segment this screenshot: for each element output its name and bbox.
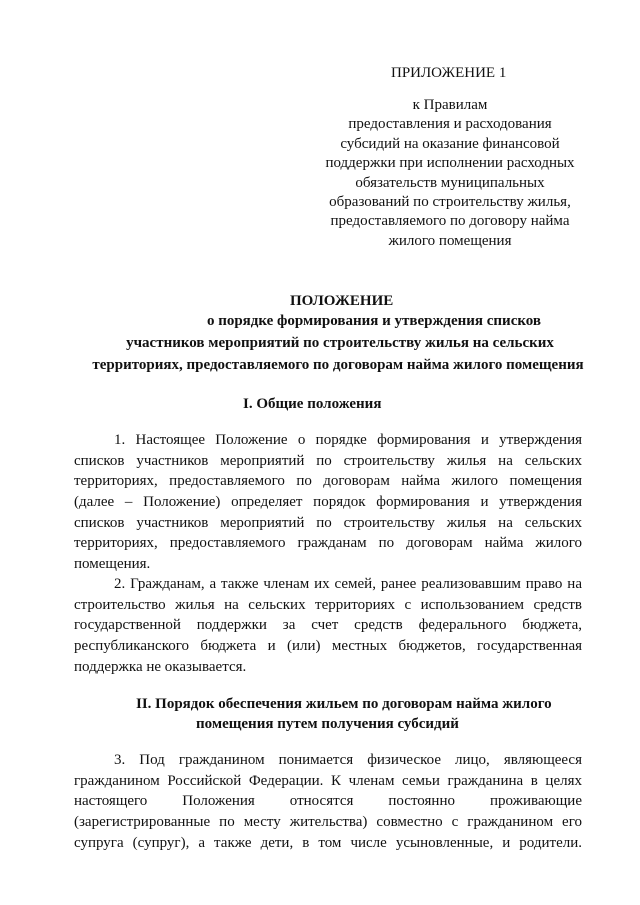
paragraph-3 <box>74 750 582 853</box>
section-heading: I. Общие положения <box>243 396 382 412</box>
paragraph-line: настоящего Положения относятся постоянно проживающие <box>74 793 582 810</box>
appendix-reference-line: поддержки при исполнении расходных <box>325 155 575 172</box>
paragraph-line: списков участников мероприятий по строительству жилья на сельских <box>74 514 582 531</box>
paragraph-line: супруга (супруг), а также дети, в том числе усыновленные, и родители. <box>74 834 582 851</box>
appendix-reference-line: субсидий на оказание финансовой <box>340 135 560 152</box>
appendix-reference-line: к Правилам <box>412 97 488 113</box>
document-subtitle <box>60 310 620 376</box>
appendix-reference <box>300 96 600 251</box>
document-subtitle-line: о порядке формирования и утверждения списков <box>206 313 542 329</box>
paragraph-line: 3. Под гражданином понимается физическое лицо, являющееся <box>114 752 582 768</box>
paragraph-line: территориях, предоставляемого гражданам по договорам найма жилого <box>74 535 582 552</box>
paragraph-line: помещения. <box>74 556 151 573</box>
appendix-reference-line: образований по строительству жилья, <box>329 193 571 210</box>
appendix-reference-line: жилого помещения <box>388 232 512 249</box>
paragraph-line: строительство жилья на сельских территориях с использованием средств <box>74 596 582 613</box>
appendix-reference-line: предоставляемого по договору найма <box>330 213 570 230</box>
section-heading: помещения путем получения субсидий <box>196 716 459 732</box>
appendix-reference-line: обязательств муниципальных <box>355 174 545 191</box>
paragraph-line: (далее – Положение) определяет порядок формирования и утверждения <box>74 494 582 511</box>
paragraph-line: гражданином Российской Федерации. К членам семьи гражданина в целях <box>74 772 582 789</box>
document-title: ПОЛОЖЕНИЕ <box>290 293 394 309</box>
document-subtitle-line: территориях, предоставляемого по договорам найма жилого помещения <box>92 357 584 373</box>
paragraph-line: государственной поддержки за счет средств федерального бюджета, <box>74 617 582 634</box>
paragraph-1 <box>74 430 582 575</box>
paragraph-line: списков участников мероприятий по строительству жилья на сельских <box>74 452 582 469</box>
paragraph-line: республиканского бюджета и (или) местных бюджетов, государственная <box>74 638 582 655</box>
paragraph-line: 2. Гражданам, а также членам их семей, ранее реализовавшим право на <box>114 576 582 592</box>
section-heading: II. Порядок обеспечения жильем по договорам найма жилого <box>136 696 552 712</box>
document-subtitle-line: участников мероприятий по строительству жилья на сельских <box>126 335 554 351</box>
paragraph-line: территориях, предоставляемого по договорам найма жилого помещения <box>74 473 582 490</box>
paragraph-line: (зарегистрированные по месту жительства) совместно с гражданином его <box>74 814 582 831</box>
paragraph-line: поддержка не оказывается. <box>74 658 247 675</box>
paragraph-line: 1. Настоящее Положение о порядке формирования и утверждения <box>114 432 582 448</box>
paragraph-2 <box>74 574 582 677</box>
appendix-reference-line: предоставления и расходования <box>348 116 552 133</box>
appendix-title: ПРИЛОЖЕНИЕ 1 <box>391 65 507 81</box>
